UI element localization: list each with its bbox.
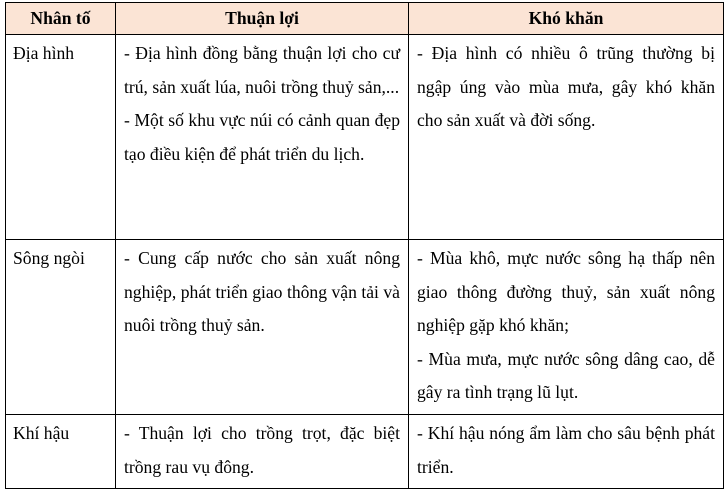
factor-cell: Địa hình bbox=[6, 35, 116, 240]
advantage-item: - Cung cấp nước cho sản xuất nông nghiệp, phát triển giao thông vận tải và nuôi trồng thuỷ sản. bbox=[124, 248, 400, 335]
advantages-cell bbox=[116, 415, 409, 489]
factor-cell: Khí hậu bbox=[6, 415, 116, 489]
difficulty-item: - Địa hình có nhiều ô trũng thường bị ngập úng vào mùa mưa, gây khó khăn cho sản xuất và đời sống. bbox=[417, 43, 715, 130]
header-difficulties: Khó khăn bbox=[409, 3, 724, 35]
header-advantages: Thuận lợi bbox=[116, 3, 409, 35]
factors-table bbox=[5, 2, 724, 489]
difficulty-item: - Khí hậu nóng ẩm làm cho sâu bệnh phát triển. bbox=[417, 423, 715, 477]
advantage-item: - Một số khu vực núi có cảnh quan đẹp tạo điều kiện để phát triển du lịch. bbox=[124, 110, 400, 164]
header-row bbox=[6, 3, 724, 35]
factor-cell: Sông ngòi bbox=[6, 240, 116, 415]
advantage-item: - Thuận lợi cho trồng trọt, đặc biệt trồng rau vụ đông. bbox=[124, 423, 400, 477]
advantages-cell bbox=[116, 35, 409, 240]
advantage-item: - Địa hình đồng bằng thuận lợi cho cư trú, sản xuất lúa, nuôi trồng thuỷ sản,... bbox=[124, 43, 400, 97]
difficulty-item: - Mùa khô, mực nước sông hạ thấp nên giao thông đường thuỷ, sản xuất nông nghiệp gặp khó khăn; bbox=[417, 248, 715, 335]
table-row bbox=[6, 415, 724, 489]
difficulties-cell bbox=[409, 415, 724, 489]
difficulties-cell bbox=[409, 35, 724, 240]
table-row bbox=[6, 35, 724, 240]
difficulties-cell bbox=[409, 240, 724, 415]
header-factor: Nhân tố bbox=[6, 3, 116, 35]
difficulty-item: - Mùa mưa, mực nước sông dâng cao, dễ gây ra tình trạng lũ lụt. bbox=[417, 348, 715, 402]
advantages-cell bbox=[116, 240, 409, 415]
table-row bbox=[6, 240, 724, 415]
